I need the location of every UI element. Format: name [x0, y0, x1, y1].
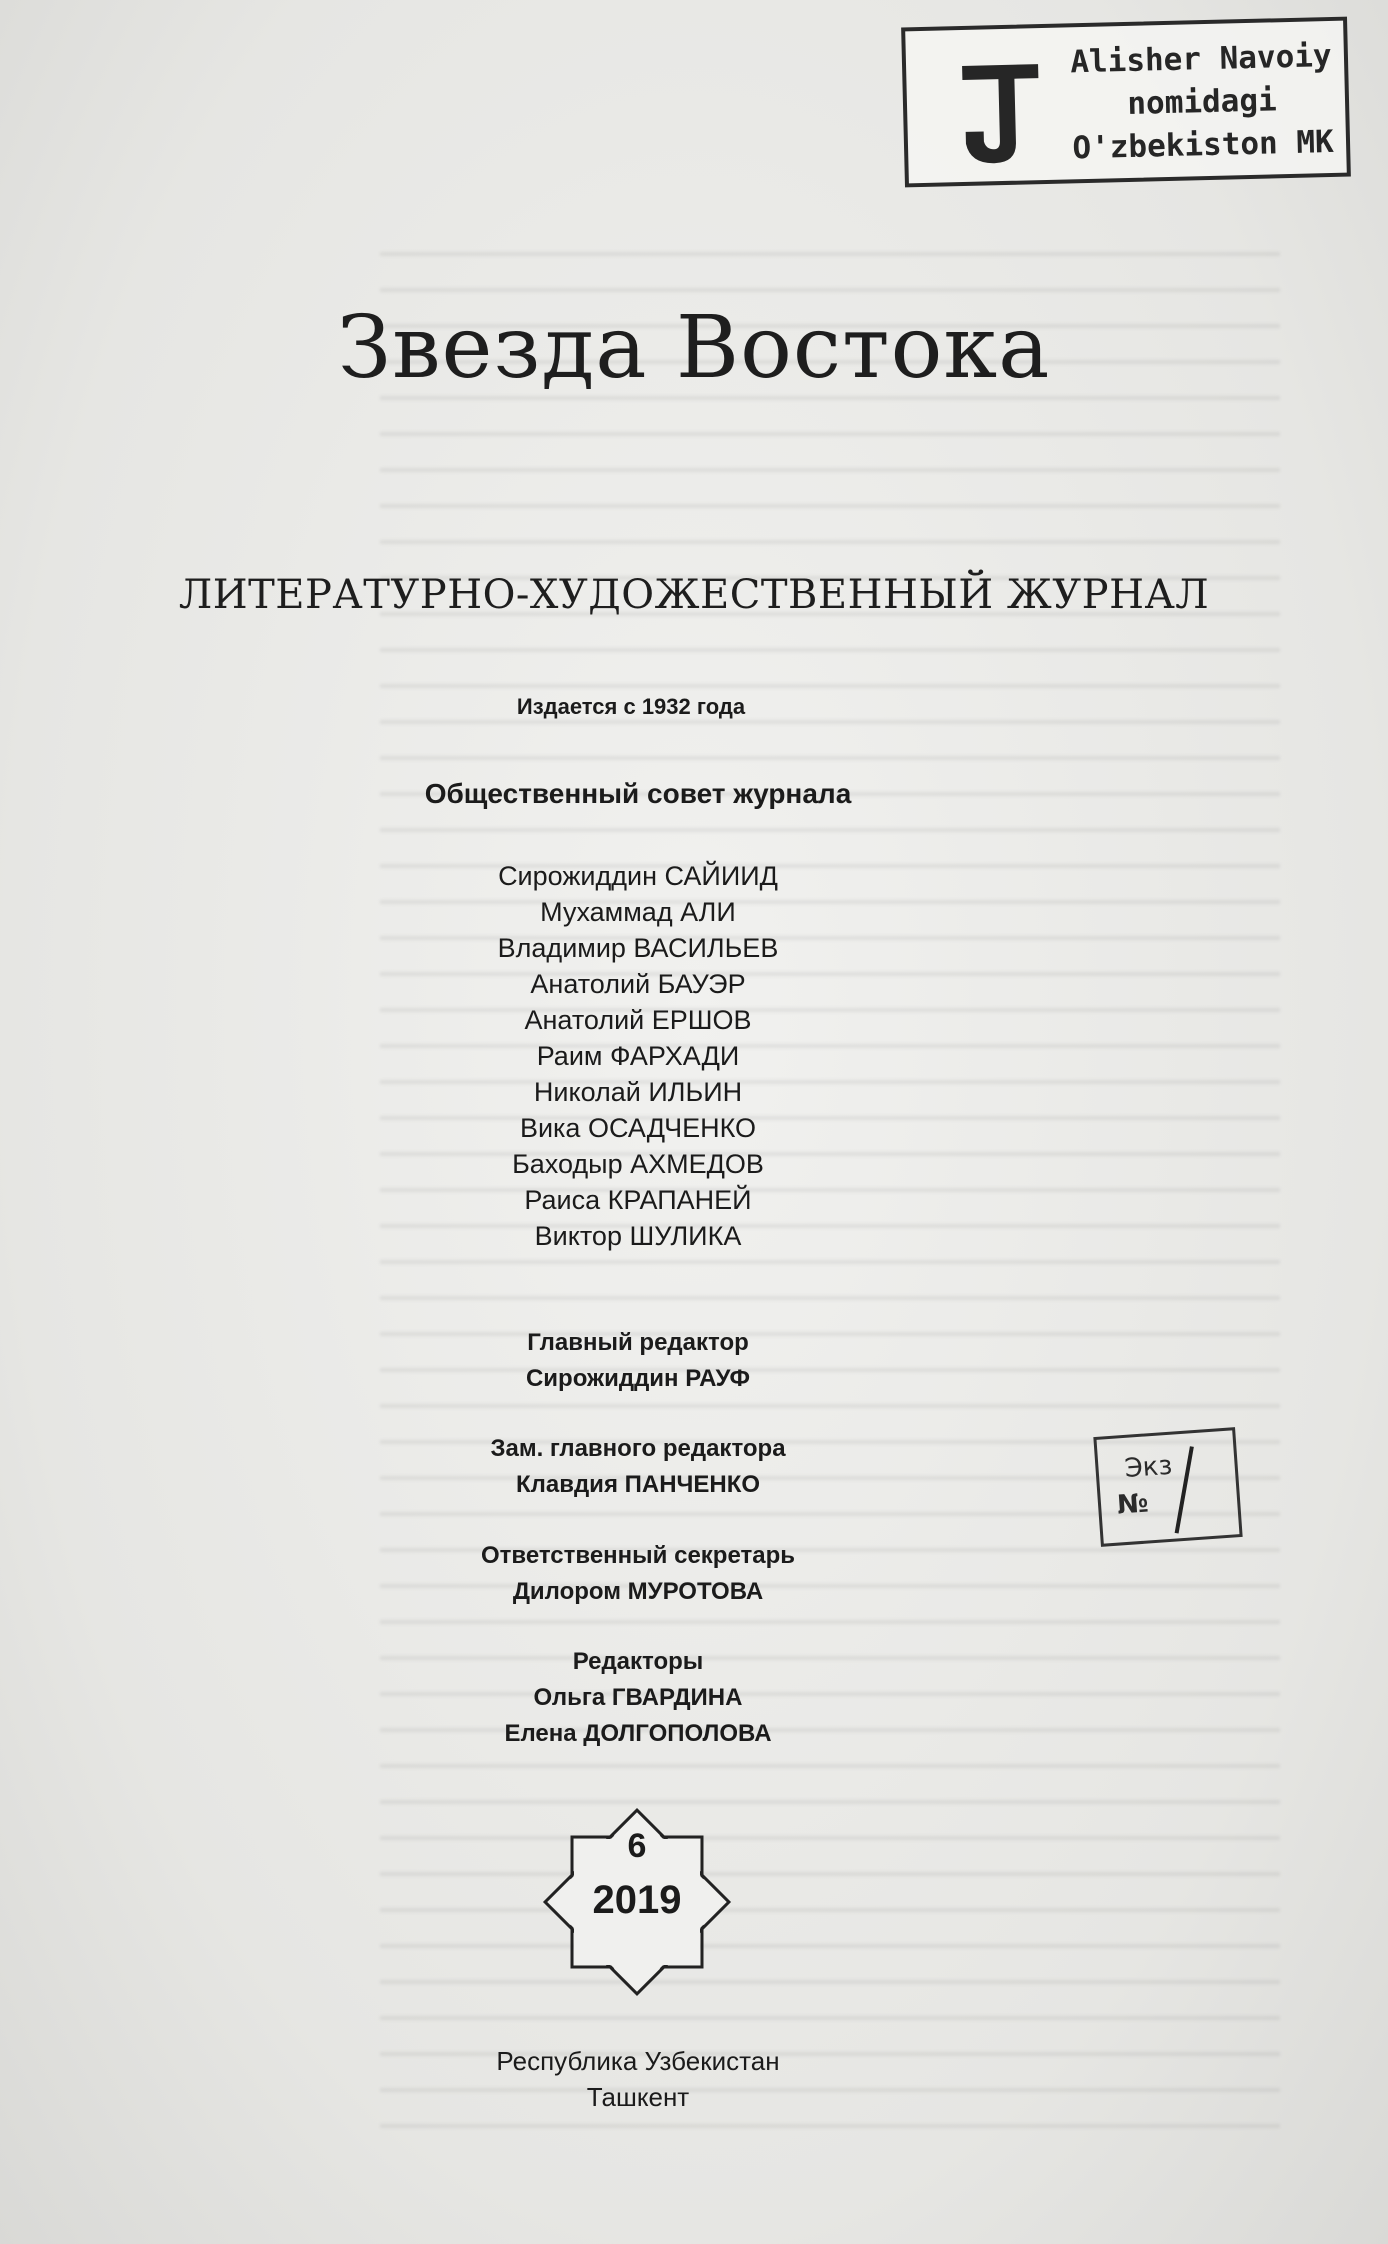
imprint-city: Ташкент	[586, 2082, 690, 2112]
executive-secretary-block	[0, 1538, 1276, 1610]
role-name: Елена ДОЛГОПОЛОВА	[504, 1720, 772, 1747]
copy-number-stamp	[1093, 1427, 1242, 1547]
stamp-line-1: Alisher Navoiy	[1069, 37, 1333, 81]
council-member: Раиса КРАПАНЕЙ	[524, 1185, 752, 1215]
library-logo-icon	[954, 58, 1049, 170]
copy-stamp-number-sign: №	[1116, 1488, 1150, 1521]
council-heading: Общественный совет журнала	[424, 778, 852, 809]
role-title: Главный редактор	[527, 1329, 749, 1356]
council-member: Анатолий ЕРШОВ	[524, 1005, 752, 1035]
role-name: Дилором МУРОТОВА	[512, 1578, 764, 1605]
editors-block	[0, 1644, 1276, 1752]
editor-in-chief-block	[0, 1325, 1276, 1397]
deputy-editor-block	[0, 1431, 1276, 1503]
imprint	[0, 2043, 1276, 2115]
role-name: Клавдия ПАНЧЕНКО	[515, 1471, 761, 1498]
imprint-country: Республика Узбекистан	[496, 2046, 780, 2076]
council-member: Анатолий БАУЭР	[530, 969, 746, 999]
library-stamp-text	[1066, 35, 1339, 171]
stamp-line-2: nomidagi	[1126, 82, 1278, 122]
council-member: Вика ОСАДЧЕНКО	[519, 1113, 757, 1143]
role-title: Зам. главного редактора	[490, 1435, 786, 1462]
council-list	[0, 858, 1276, 1254]
library-stamp	[901, 17, 1351, 188]
issue-number: 6	[627, 1827, 647, 1865]
council-member: Владимир ВАСИЛЬЕВ	[497, 933, 779, 963]
council-member: Сирожиддин САЙИИД	[498, 861, 778, 891]
issue-year: 2019	[592, 1878, 682, 1922]
journal-subtitle: ЛИТЕРАТУРНО-ХУДОЖЕСТВЕННЫЙ ЖУРНАЛ	[178, 572, 1210, 618]
council-member: Мухаммад АЛИ	[540, 897, 736, 927]
copy-stamp-label: Экз	[1123, 1450, 1174, 1484]
role-name: Сирожиддин РАУФ	[525, 1365, 751, 1392]
council-member: Баходыр АХМЕДОВ	[512, 1149, 764, 1179]
role-title: Редакторы	[572, 1648, 704, 1675]
council-member: Виктор ШУЛИКА	[534, 1221, 742, 1251]
journal-title: Звезда Востока	[337, 298, 1051, 398]
stamp-line-3: O'zbekiston MK	[1072, 123, 1335, 167]
role-title: Ответственный секретарь	[480, 1542, 796, 1569]
handwritten-mark	[1175, 1446, 1194, 1533]
council-member: Раим ФАРХАДИ	[536, 1041, 740, 1071]
role-name: Ольга ГВАРДИНА	[533, 1684, 743, 1711]
council-member: Николай ИЛЬИН	[533, 1077, 743, 1107]
founded-line: Издается с 1932 года	[516, 694, 746, 719]
